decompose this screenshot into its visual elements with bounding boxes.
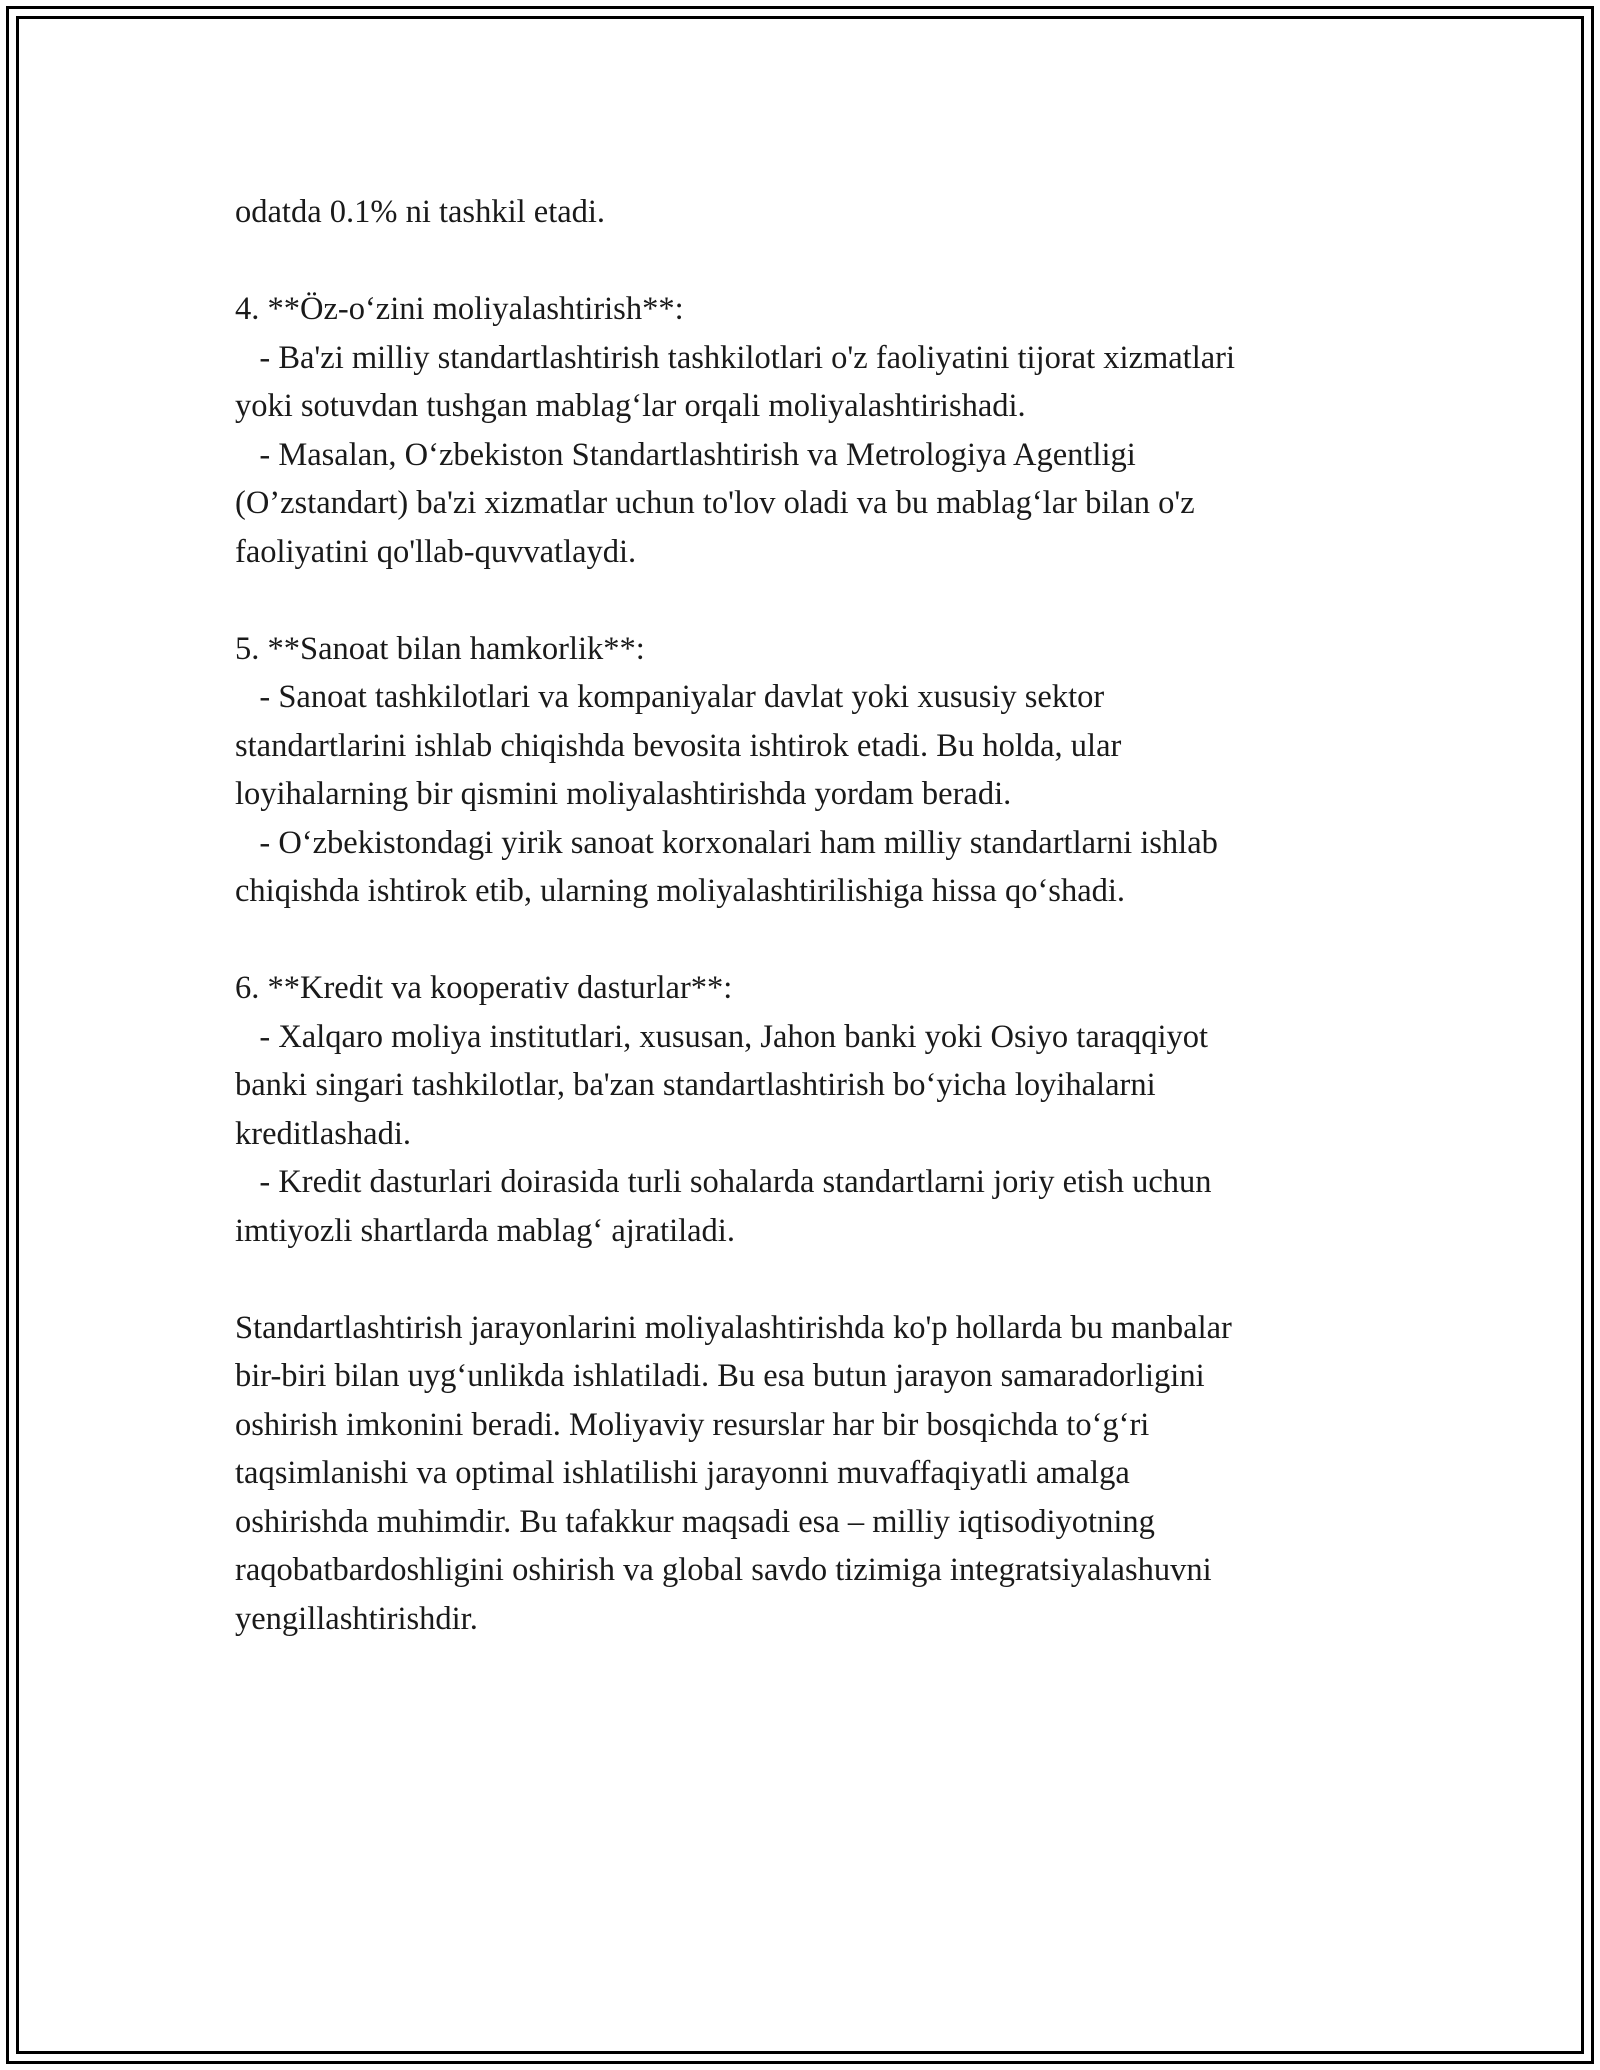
section-industry-cooperation: [235, 625, 1375, 916]
section-self-financing: [235, 285, 1375, 576]
text-line: raqobatbardoshligini oshirish va global savdo tizimiga integratsiyalashuvni: [235, 1552, 1212, 1588]
paragraph-conclusion: [235, 1304, 1375, 1644]
text-line: loyihalarning bir qismini moliyalashtirishda yordam beradi.: [235, 776, 1012, 812]
text-line: Standartlashtirish jarayonlarini moliyalashtirishda ko'p hollarda bu manbalar: [235, 1309, 1232, 1346]
text-line: oshirishda muhimdir. Bu tafakkur maqsadi esa – milliy iqtisodiyotning: [235, 1503, 1155, 1540]
section-heading: 5. **Sanoat bilan hamkorlik**:: [235, 630, 645, 667]
text-line: - O‘zbekistondagi yirik sanoat korxonalari ham milliy standartlarni ishlab: [235, 824, 1218, 861]
text-line: taqsimlanishi va optimal ishlatilishi jarayonni muvaffaqiyatli amalga: [235, 1455, 1130, 1491]
paragraph-gap: [235, 1255, 1375, 1304]
paragraph-continuation: [235, 188, 1375, 237]
text-line: - Ba'zi milliy standartlashtirish tashkilotlari o'z faoliyatini tijorat xizmatlari: [235, 339, 1236, 376]
text-line: imtiyozli shartlarda mablag‘ ajratiladi.: [235, 1212, 735, 1249]
paragraph-gap: [235, 237, 1375, 286]
text-line: yoki sotuvdan tushgan mablag‘lar orqali moliyalashtirishadi.: [235, 388, 1026, 424]
text-line: (O’zstandart) ba'zi xizmatlar uchun to'lov oladi va bu mablag‘lar bilan o'z: [235, 485, 1195, 521]
text-line: banki singari tashkilotlar, ba'zan standartlashtirish bo‘yicha loyihalarni: [235, 1067, 1156, 1103]
section-heading: 6. **Kredit va kooperativ dasturlar**:: [235, 970, 733, 1006]
section-credit-programs: [235, 964, 1375, 1255]
section-heading: 4. **Öz-o‘zini moliyalashtirish**:: [235, 291, 684, 327]
text-line: bir-biri bilan uyg‘unlikda ishlatiladi. Bu esa butun jarayon samaradorligini: [235, 1358, 1205, 1394]
text-line: - Xalqaro moliya institutlari, xususan, Jahon banki yoki Osiyo taraqqiyot: [235, 1018, 1209, 1055]
text-line: faoliyatini qo'llab-quvvatlaydi.: [235, 533, 637, 570]
text-line: yengillashtirishdir.: [235, 1600, 478, 1637]
text-line: kreditlashadi.: [235, 1115, 411, 1152]
text-line: standartlarini ishlab chiqishda bevosita ishtirok etadi. Bu holda, ular: [235, 727, 1122, 764]
paragraph-gap: [235, 916, 1375, 965]
text-line: - Masalan, O‘zbekiston Standartlashtirish va Metrologiya Agentligi: [235, 436, 1136, 473]
text-line: odatda 0.1% ni tashkil etadi.: [235, 194, 606, 230]
text-line: - Kredit dasturlari doirasida turli sohalarda standartlarni joriy etish uchun: [235, 1164, 1212, 1200]
text-line: - Sanoat tashkilotlari va kompaniyalar davlat yoki xususiy sektor: [235, 679, 1105, 715]
text-line: oshirish imkonini beradi. Moliyaviy resurslar har bir bosqichda to‘g‘ri: [235, 1406, 1150, 1443]
text-line: chiqishda ishtirok etib, ularning moliyalashtirilishiga hissa qo‘shadi.: [235, 873, 1126, 909]
document-body: [235, 188, 1375, 1643]
paragraph-gap: [235, 576, 1375, 625]
